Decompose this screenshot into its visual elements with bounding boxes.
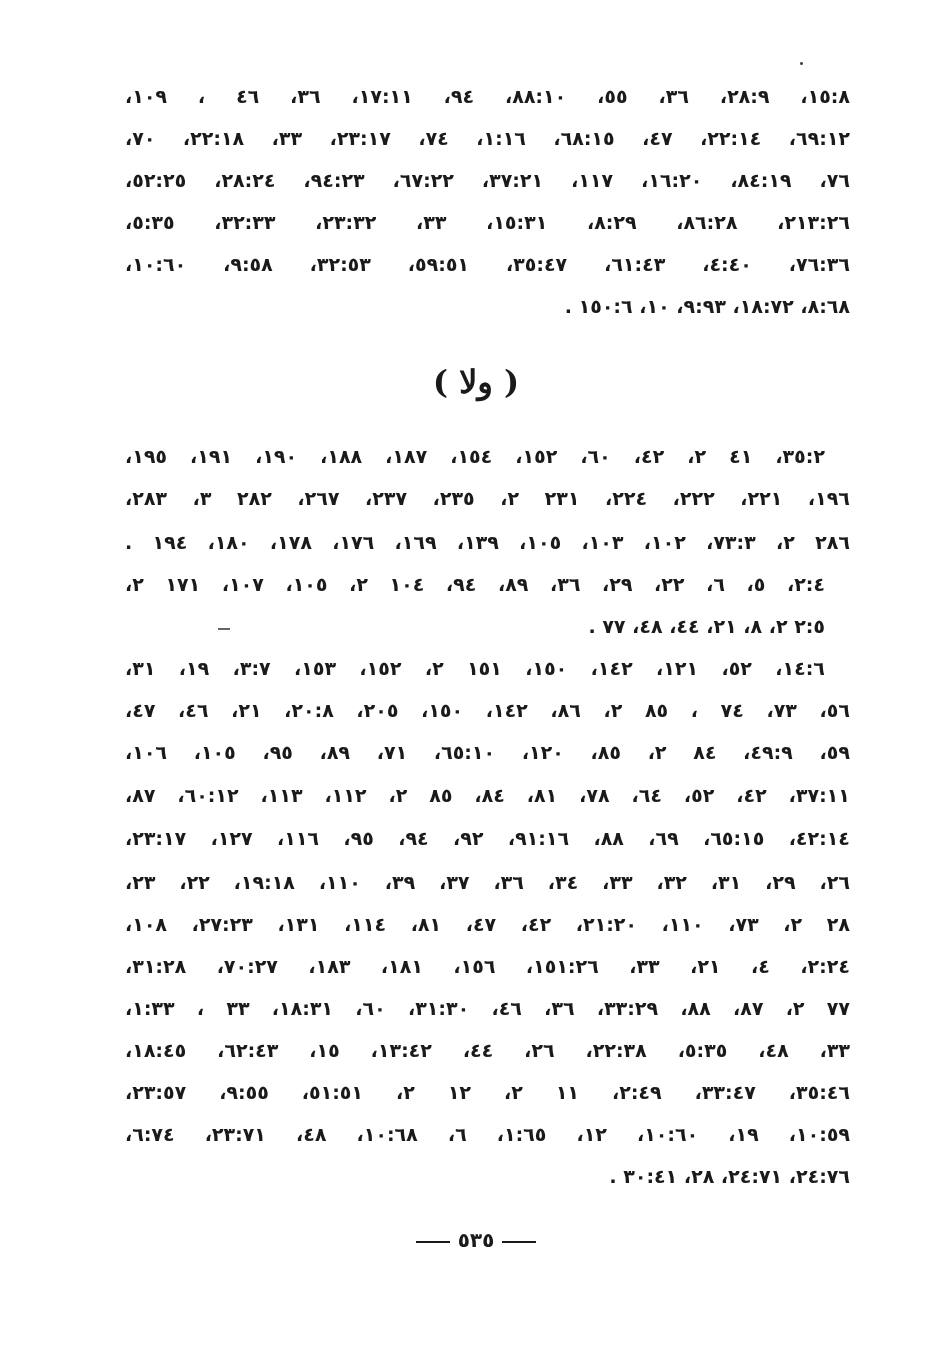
footer-dash-left: [416, 1241, 450, 1243]
text-line: ٢٦، ٢٩، ٣١، ٣٢، ٣٣، ٣٤، ٣٦، ٣٧، ٣٩، ١١٠، ١٩:١٨، ٢٢، ٢٣،: [125, 872, 850, 894]
text-line: ٤٢:١٤، ٦٥:١٥، ٦٩، ٨٨، ٩١:١٦، ٩٢، ٩٤، ٩٥، ١١٦، ١٢٧، ٢٣:١٧،: [125, 828, 850, 850]
text-line: ٦٩:١٢، ٢٢:١٤، ٤٧، ٦٨:١٥، ١:١٦، ٧٤، ٢٣:١٧، ٣٣، ٢٢:١٨، ٧٠،: [125, 128, 851, 150]
text-line: ٧٧ ٢، ٨٧، ٨٨، ٣٣:٢٩، ٣٦، ٤٦، ٣١:٣٠، ٦٠، ١٨:٣١، ٣٣ ، ١:٣٣،: [125, 998, 850, 1020]
text-line: ١٥:٨، ٢٨:٩، ٣٦، ٥٥، ٨٨:١٠، ٩٤، ١٧:١١، ٣٦، ٤٦ ، ١٠٩،: [125, 86, 850, 108]
ink-mark: [218, 628, 230, 630]
text-line: ٢١٣:٢٦، ٨٦:٢٨، ٨:٢٩، ١٥:٣١، ٣٣، ٢٣:٣٢، ٣٢:٣٣، ٥:٣٥،: [125, 212, 850, 234]
text-line: ٧٦، ٨٤:١٩، ١٦:٢٠، ١١٧، ٣٧:٢١، ٦٧:٢٢، ٩٤:٢٣، ٢٨:٢٤، ٥٢:٢٥،: [125, 170, 850, 192]
text-line: ٥٩، ٤٩:٩، ٨٤ ٢، ٨٥، ١٢٠، ٦٥:١٠، ٧١، ٨٩، ٩٥، ١٠٥، ١٠٦،: [125, 742, 850, 764]
text-line: ٣٥:٤٦، ٣٣:٤٧، ٢:٤٩، ١١ ٢، ١٢ ٢، ٥١:٥١، ٩:٥٥، ٢٣:٥٧،: [125, 1082, 851, 1104]
page-footer: [0, 1226, 952, 1254]
text-line: ٧٦:٣٦، ٤:٤٠، ٦١:٤٣، ٣٥:٤٧، ٥٩:٥١، ٣٢:٥٣، ٩:٥٨، ١٠:٦٠،: [125, 254, 850, 276]
text-line: ٨:٦٨، ١٨:٧٢، ٩:٩٣، ١٠، ١٥٠:٦ .: [564, 296, 850, 318]
text-line: ١٠:٥٩، ١٩، ١٠:٦٠، ١٢، ١:٦٥، ٦، ١٠:٦٨، ٤٨، ٢٣:٧١، ٦:٧٤،: [125, 1124, 851, 1146]
text-line: ٢:٥ ٢، ٨، ٢١، ٤٤، ٤٨، ٧٧ .: [588, 616, 825, 638]
text-line: ٢٤:٧٦، ٢٤:٧١، ٢٨، ٣٠:٤١ .: [609, 1166, 850, 1188]
text-line: ٢٨٦ ٢، ٧٣:٣، ١٠٢، ١٠٣، ١٠٥، ١٣٩، ١٦٩، ١٧٦، ١٧٨، ١٨٠، ١٩٤ .: [125, 532, 850, 554]
text-line: ١٤:٦، ٥٢، ١٢١، ١٤٢، ١٥٠، ١٥١ ٢، ١٥٢، ١٥٣، ٣:٧، ١٩، ٣١،: [125, 658, 825, 680]
text-line: ١٩٦، ٢٢١، ٢٢٢، ٢٢٤، ٢٣١ ٢، ٢٣٥، ٢٣٧، ٢٦٧، ٢٨٢ ٣، ٢٨٣،: [125, 488, 850, 510]
text-line: ٣٥:٢، ٤١ ٢، ٤٢، ٦٠، ١٥٢، ١٥٤، ١٨٧، ١٨٨، ١٩٠، ١٩١، ١٩٥،: [125, 446, 825, 468]
page-number: ٥٣٥: [457, 1228, 495, 1252]
text-line: ٢:٢٤، ٤، ٢١، ٣٣، ١٥١:٢٦، ١٥٦، ١٨١، ١٨٣، ٧٠:٢٧، ٣١:٢٨،: [125, 956, 850, 978]
footer-dash-right: [502, 1241, 536, 1243]
section-heading: ( ولا ): [432, 363, 520, 401]
text-line: ٢:٤، ٥، ٦، ٢٢، ٢٩، ٣٦، ٨٩، ٩٤، ١٠٤ ٢، ١٠٥، ١٠٧، ١٧١ ٢،: [125, 574, 825, 596]
text-line: ٣٣، ٤٨، ٥:٣٥، ٢٢:٣٨، ٢٦، ٤٤، ١٣:٤٢، ١٥، ٦٢:٤٣، ١٨:٤٥،: [125, 1040, 851, 1062]
text-line: ٣٧:١١، ٤٢، ٥٢، ٦٤، ٧٨، ٨١، ٨٤، ٨٥ ٢، ١١٢، ١١٣، ٦٠:١٢، ٨٧،: [125, 785, 850, 807]
text-line: ٢٨ ٢، ٧٣، ١١٠، ٢١:٢٠، ٤٢، ٤٧، ٨١، ١١٤، ١٣١، ٢٧:٢٣، ١٠٨،: [125, 914, 850, 936]
text-line: ٥٦، ٧٣، ٧٤ ، ٨٥ ٢، ٨٦، ١٤٢، ١٥٠، ٢٠٥، ٢٠:٨، ٢١، ٤٦، ٤٧،: [125, 700, 850, 722]
ink-speck: [800, 62, 803, 65]
